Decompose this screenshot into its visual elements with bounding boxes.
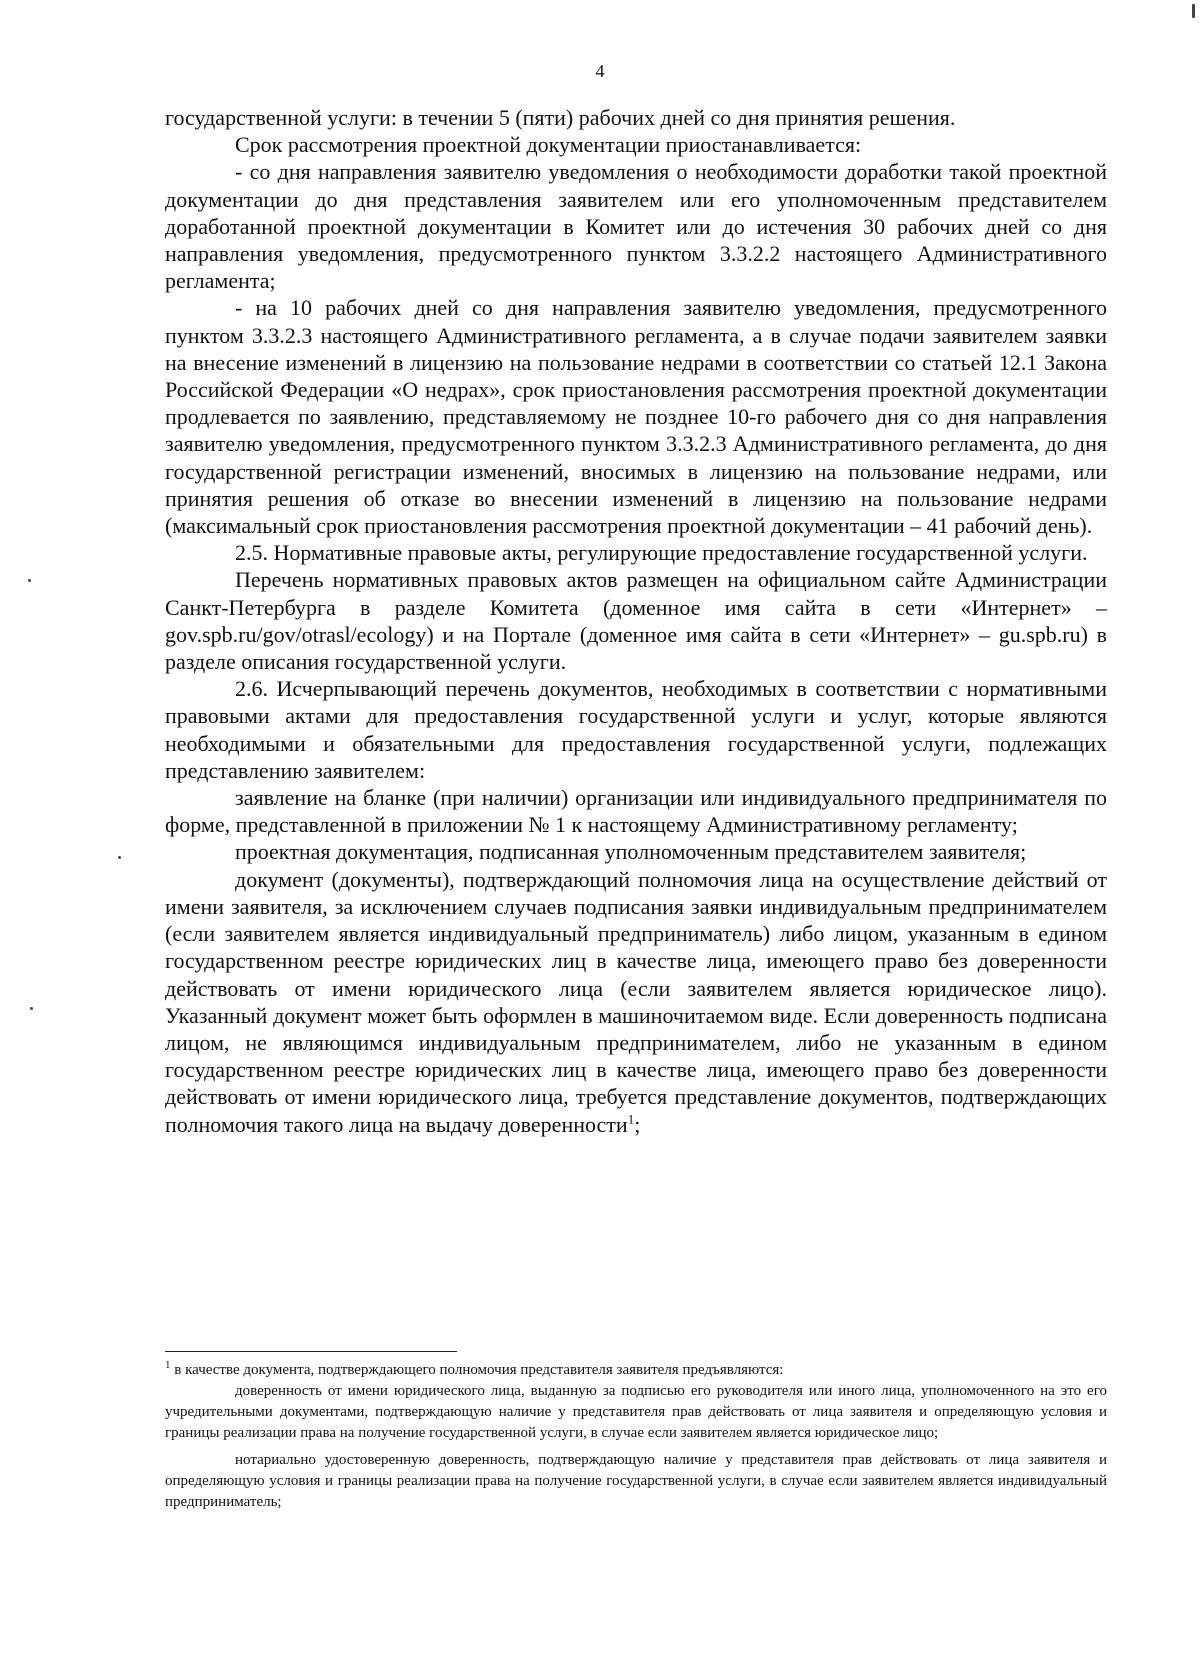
section-heading: 2.6. Исчерпывающий перечень документов, необходимых в соответствии с нормативными правовыми актами для предоставления государственной услуги и услуг, которые являются необходимыми и обязательными для предоставления государственной услуги, подлежащих представлению заявителем: — [165, 676, 1107, 783]
footnotes — [165, 1360, 1107, 1513]
paragraph-tail: ; — [634, 1111, 641, 1137]
scan-speck — [118, 856, 121, 859]
page-number: 4 — [595, 61, 605, 81]
footnote — [165, 1360, 1107, 1381]
paragraph: заявление на бланке (при наличии) организации или индивидуального предпринимателя по форме, представленной в приложении № 1 к настоящему Административному регламенту; — [165, 785, 1107, 838]
paragraph: - со дня направления заявителю уведомления о необходимости доработки такой проектной документации до дня представления заявителем или его уполномоченным представителем доработанной проектной документации в Комитет или до истечения 30 рабочих дней со дня направления уведомления, предусмотренного пунктом 3.3.2.2 настоящего Административного регламента; — [165, 159, 1107, 294]
paragraph: - на 10 рабочих дней со дня направления заявителю уведомления, предусмотренного пунктом 3.3.2.3 настоящего Административного регламента, а в случае подачи заявителем заявки на внесение изменений в лицензию на пользование недрами в соответствии со статьей 12.1 Закона Российской Федерации «О недрах», срок приостановления рассмотрения проектной документации продлевается по заявлению, представляемому не позднее 10-го рабочего дня со дня направления заявителю уведомления, предусмотренного пунктом 3.3.2.3 Административного регламента, до дня государственной регистрации изменений, вносимых в лицензию на пользование недрами, или принятия решения об отказе во внесении изменений в лицензию на пользование недрами (максимальный срок приостановления рассмотрения проектной документации – 41 рабочий день). — [165, 295, 1107, 539]
paragraph-text: документ (документы), подтверждающий полномочия лица на осуществление действий от имени заявителя, за исключением случаев подписания заявки индивидуальным предпринимателем (если заявителем является индивидуальный предприниматель) либо лицом, указанным в едином государственном реестре юридических лиц в качестве лица, имеющего право без доверенности действовать от имени юридического лица (если заявителем является юридическое лицо). Указанный документ может быть оформлен в машиночитаемом виде. Если доверенность подписана лицом, не являющимся индивидуальным предпринимателем, либо не указанным в едином государственном реестре юридических лиц в качестве лица, имеющего право без доверенности действовать от имени юридического лица, требуется представление документов, подтверждающих полномочия такого лица на выдачу доверенности — [165, 866, 1107, 1137]
scan-speck — [1192, 4, 1195, 18]
footnote-mark: 1 — [165, 1359, 171, 1371]
scan-speck — [28, 579, 31, 582]
paragraph: проектная документация, подписанная уполномоченным представителем заявителя; — [235, 839, 1027, 865]
section-heading: 2.5. Нормативные правовые акты, регулирующие предоставление государственной услуги. — [235, 540, 1088, 566]
footnote-reference: 1 — [627, 1111, 635, 1127]
scan-speck — [30, 1007, 33, 1010]
body-text — [165, 104, 1107, 1138]
footnote: доверенность от имени юридического лица, выданную за подписью его руководителя или иного лица, уполномоченного на это его учредительными документами, подтверждающую наличие у представителя прав действовать от лица заявителя и определяющую условия и границы реализации права на получение государственной услуги, в случае если заявителем является юридическое лицо; — [165, 1383, 1107, 1441]
paragraph — [165, 866, 1107, 1138]
footnote-separator — [165, 1351, 457, 1352]
paragraph: Срок рассмотрения проектной документации приостанавливается: — [235, 132, 862, 158]
footnote: нотариально удостоверенную доверенность, подтверждающую наличие у представителя прав действовать от лица заявителя и определяющую условия и границы реализации права на получение государственной услуги, в случае если заявителем является индивидуальный предприниматель; — [165, 1452, 1107, 1510]
footnote-text: в качестве документа, подтверждающего полномочия представителя заявителя предъявляются: — [174, 1362, 784, 1378]
paragraph: Перечень нормативных правовых актов размещен на официальном сайте Администрации Санкт-Петербурга в разделе Комитета (доменное имя сайта в сети «Интернет» – gov.spb.ru/gov/otrasl/ecology) и на Портале (доменное имя сайта в сети «Интернет» – gu.spb.ru) в разделе описания государственной услуги. — [165, 567, 1107, 675]
paragraph: государственной услуги: в течении 5 (пяти) рабочих дней со дня принятия решения. — [165, 105, 956, 130]
